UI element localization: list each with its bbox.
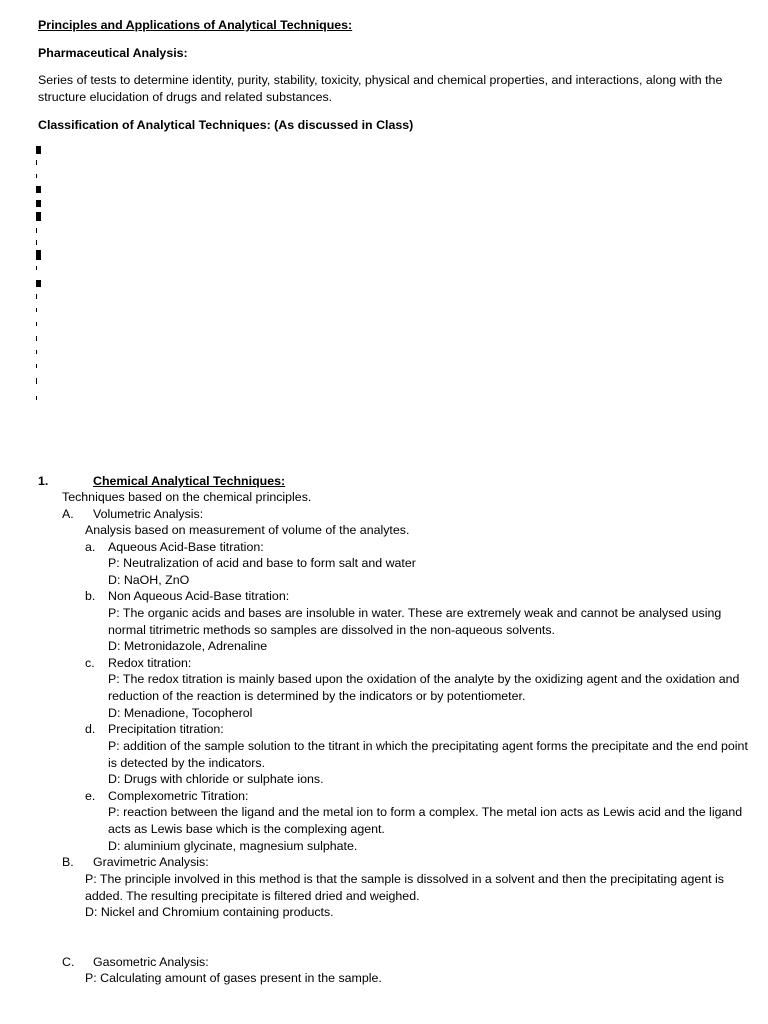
- item-title-aqueous-acid-base: Aqueous Acid-Base titration:: [108, 540, 264, 554]
- item-title-redox: Redox titration:: [108, 656, 192, 670]
- item-marker-d: d.: [85, 722, 96, 736]
- gravimetric-drugs: D: Nickel and Chromium containing products.: [85, 905, 334, 919]
- volumetric-analysis-heading: Volumetric Analysis:: [93, 507, 204, 521]
- clipped-classification-diagram: [36, 144, 42, 406]
- pharmaceutical-analysis-definition: Series of tests to determine identity, purity, stability, toxicity, physical and chemical properties, and interactions, along with the structure elucidation of drugs and related substances.: [38, 73, 723, 104]
- item-marker-b: b.: [85, 589, 96, 603]
- item-title-complexometric: Complexometric Titration:: [108, 789, 249, 803]
- section-heading-classification: Classification of Analytical Techniques: (As discussed in Class): [38, 118, 414, 132]
- list-letter-c: C.: [62, 955, 75, 969]
- item-title-precipitation: Precipitation titration:: [108, 722, 224, 736]
- chemical-techniques-heading: Chemical Analytical Techniques:: [93, 474, 286, 488]
- gasometric-analysis-heading: Gasometric Analysis:: [93, 955, 209, 969]
- item-drugs: D: Menadione, Tocopherol: [108, 706, 253, 720]
- item-principle: P: The redox titration is mainly based upon the oxidation of the analyte by the oxidizing agent and the oxidation and reduction of the reaction is determined by the indicators or by potentiometer.: [108, 672, 740, 703]
- document-title: Principles and Applications of Analytical Techniques:: [38, 18, 353, 32]
- item-marker-c: c.: [85, 656, 95, 670]
- volumetric-analysis-intro: Analysis based on measurement of volume of the analytes.: [85, 523, 410, 537]
- item-principle: P: Neutralization of acid and base to form salt and water: [108, 556, 416, 570]
- list-number-1: 1.: [38, 474, 49, 488]
- item-drugs: D: NaOH, ZnO: [108, 573, 190, 587]
- item-marker-e: e.: [85, 789, 96, 803]
- gravimetric-analysis-heading: Gravimetric Analysis:: [93, 855, 209, 869]
- list-letter-a: A.: [62, 507, 74, 521]
- section-heading-pharmaceutical-analysis: Pharmaceutical Analysis:: [38, 46, 188, 60]
- item-drugs: D: Metronidazole, Adrenaline: [108, 639, 268, 653]
- item-drugs: D: aluminium glycinate, magnesium sulphate.: [108, 839, 358, 853]
- item-marker-a: a.: [85, 540, 96, 554]
- list-letter-b: B.: [62, 855, 74, 869]
- item-principle: P: The organic acids and bases are insoluble in water. These are extremely weak and cannot be analysed using normal titrimetric methods so samples are dissolved in the non-aqueous solvents.: [108, 606, 722, 637]
- item-drugs: D: Drugs with chloride or sulphate ions.: [108, 772, 324, 786]
- chemical-techniques-intro: Techniques based on the chemical principles.: [62, 490, 312, 504]
- item-title-non-aqueous: Non Aqueous Acid-Base titration:: [108, 589, 290, 603]
- item-principle: P: addition of the sample solution to the titrant in which the precipitating agent forms the precipitate and the end point is detected by the indicators.: [108, 739, 748, 770]
- item-principle: P: reaction between the ligand and the metal ion to form a complex. The metal ion acts as Lewis acid and the ligand acts as Lewis base which is the complexing agent.: [108, 805, 743, 836]
- gasometric-principle: P: Calculating amount of gases present in the sample.: [85, 971, 382, 985]
- gravimetric-principle: P: The principle involved in this method is that the sample is dissolved in a solvent and then the precipitating agent is added. The resulting precipitate is filtered dried and weighed.: [85, 872, 724, 903]
